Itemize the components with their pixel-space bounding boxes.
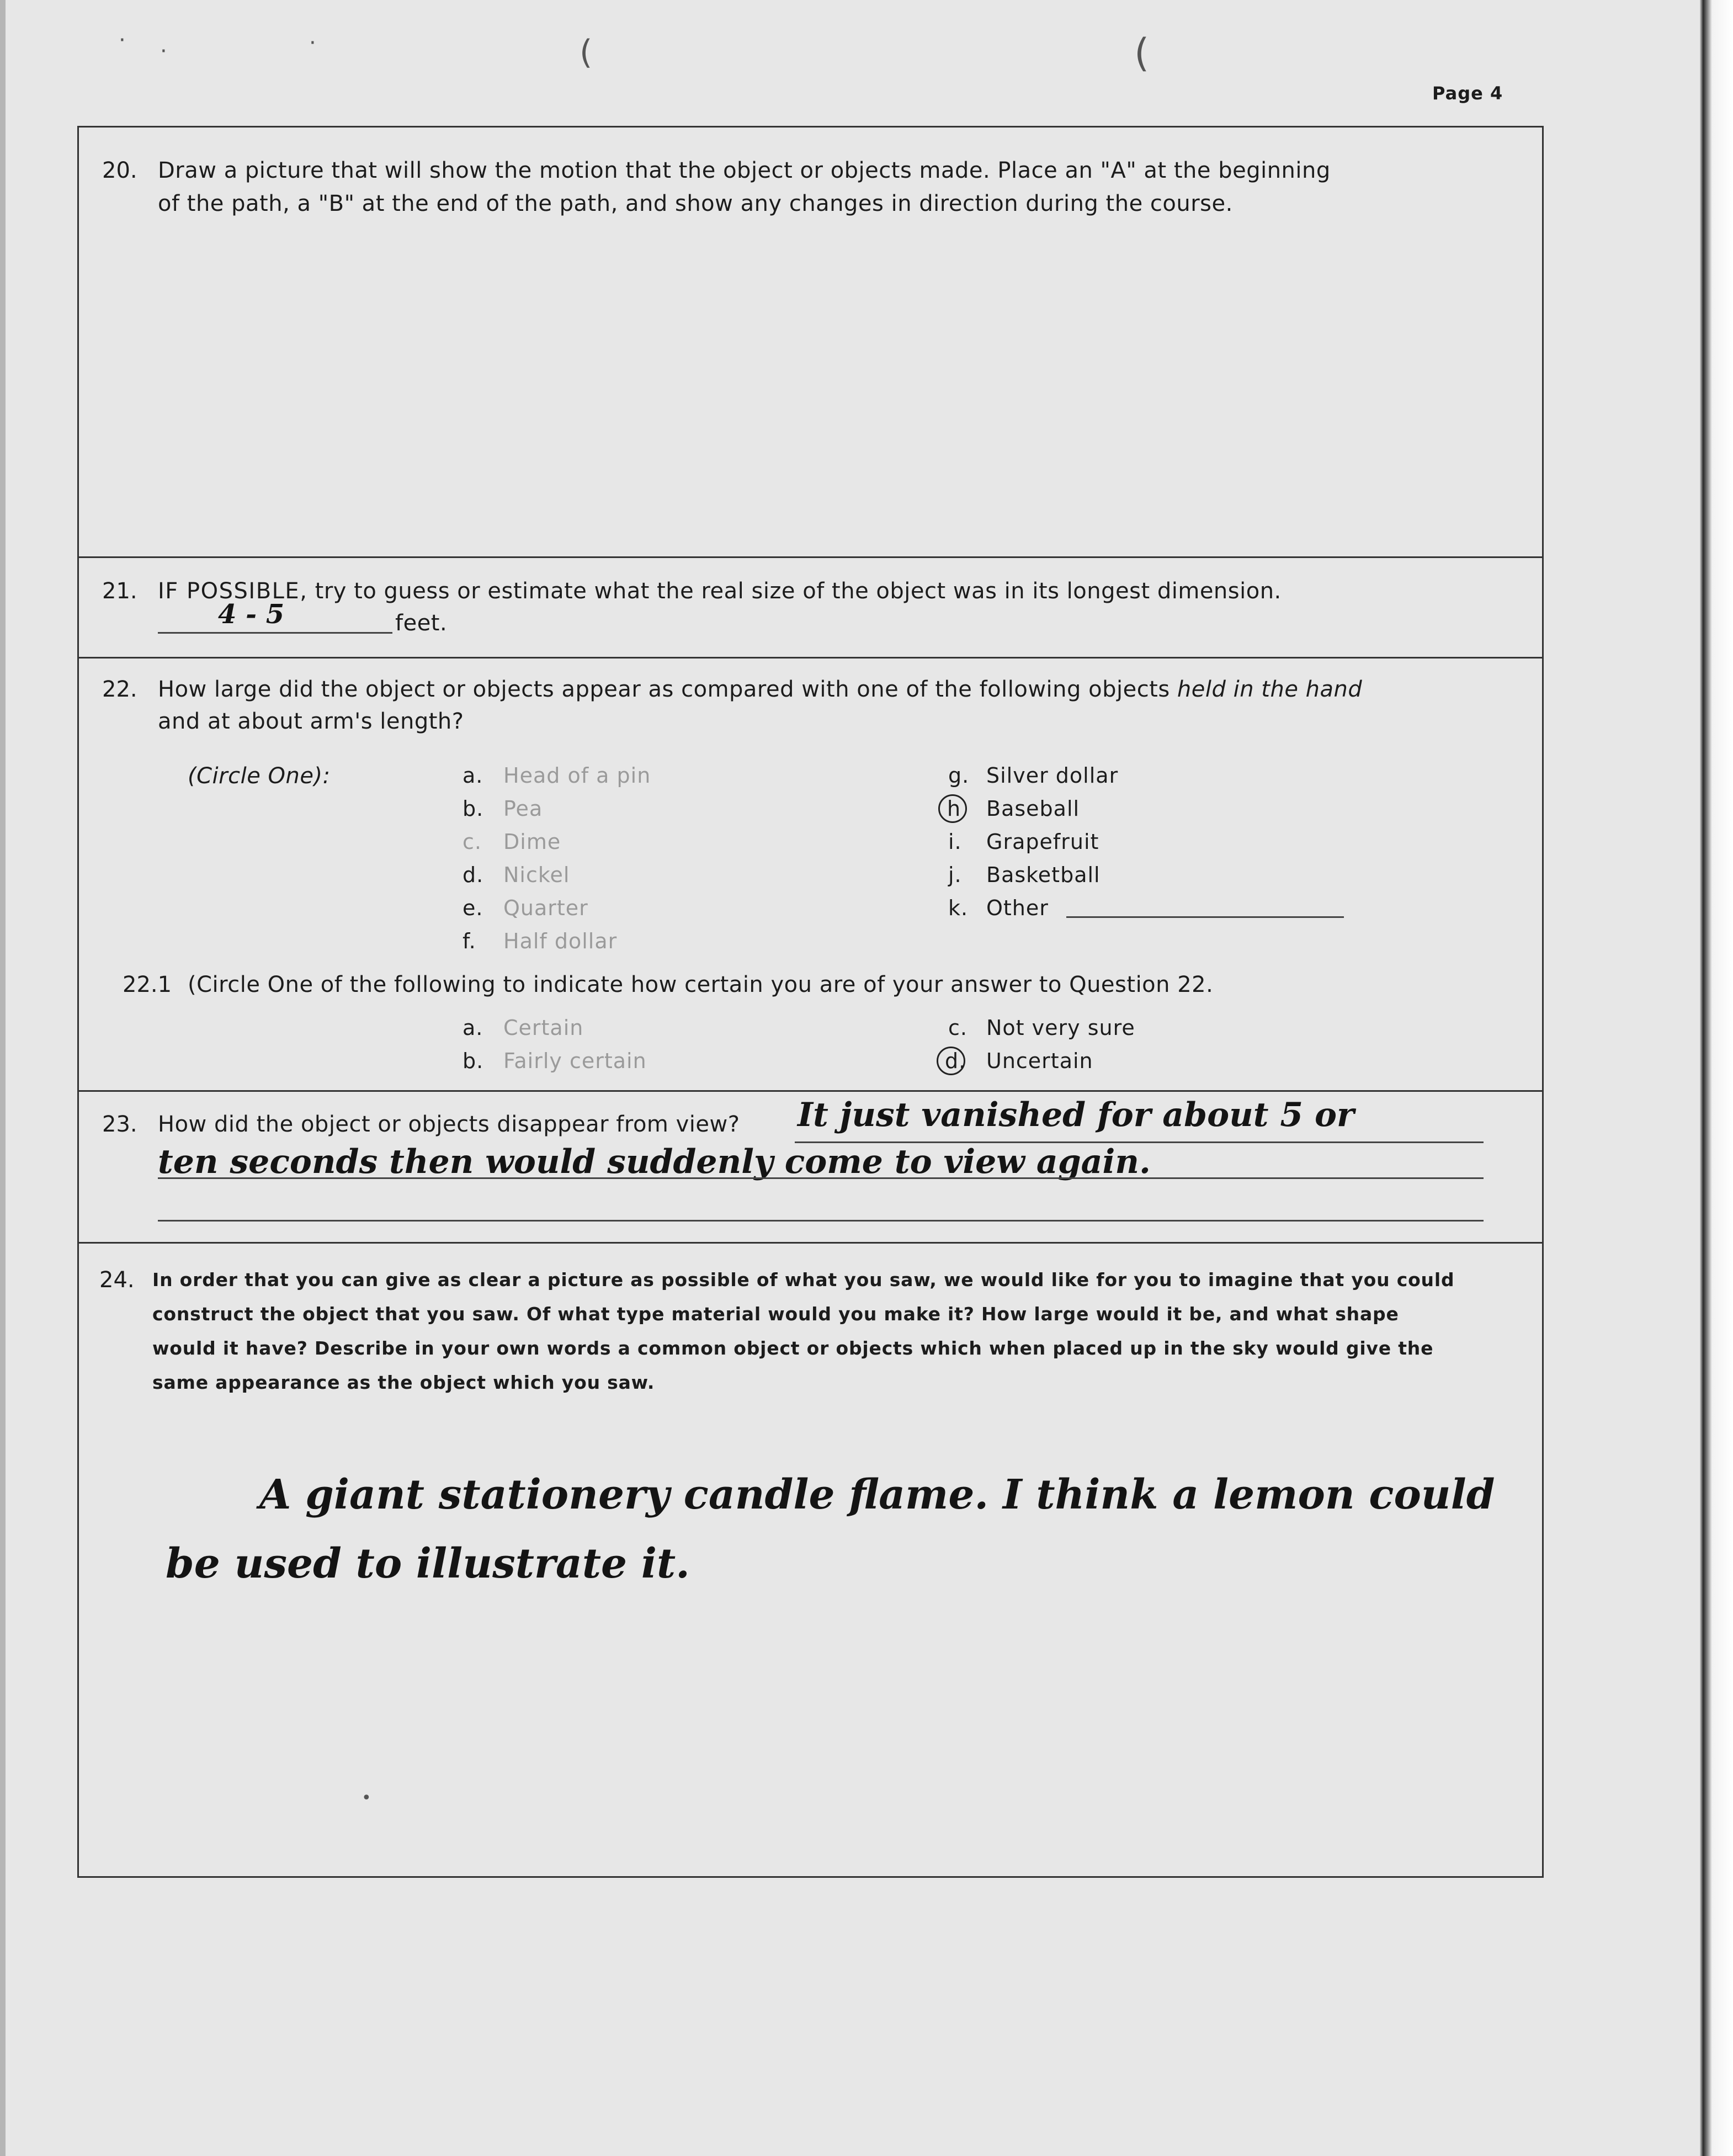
q22-number: 22.: [102, 677, 137, 702]
scan-left-edge: [0, 0, 6, 2156]
q22-1-number: 22.1: [123, 972, 172, 997]
q22-option-letter: g.: [948, 763, 970, 788]
q22-option-quarter[interactable]: Quarter: [503, 896, 588, 920]
q22-option-letter: c.: [463, 830, 482, 854]
q22-1-option-certain[interactable]: Certain: [503, 1016, 584, 1040]
q22-instruction: (Circle One):: [188, 763, 331, 789]
q22-option-letter: d.: [463, 863, 484, 887]
q22-1-question: (Circle One of the following to indicate how certain you are of your answer to Question 22.: [188, 972, 1214, 997]
q22-option-head-of-pin[interactable]: Head of a pin: [503, 763, 651, 788]
q24-answer-line2: be used to illustrate it.: [166, 1540, 690, 1587]
scan-speck: ·: [309, 30, 316, 56]
q22-1-option-letter: b.: [463, 1049, 484, 1073]
q22-option-letter: i.: [948, 830, 962, 854]
q22-option-grapefruit[interactable]: Grapefruit: [986, 830, 1099, 854]
q22-1-option-letter: c.: [948, 1016, 967, 1040]
scan-speck: ·: [119, 28, 126, 53]
q21-answer: 4 - 5: [218, 599, 285, 630]
q24-line1: In order that you can give as clear a picture as possible of what you saw, we would like for you to imagine that you could: [152, 1269, 1455, 1291]
q23-answer-line2: ten seconds then would suddenly come to view again.: [158, 1143, 1151, 1181]
q22-option-letter: k.: [948, 896, 969, 920]
q22-line1: [158, 672, 1362, 707]
q24-number: 24.: [99, 1267, 135, 1293]
q22-1-option-letter: a.: [463, 1016, 483, 1040]
q21-answer-line: [158, 632, 392, 634]
q23-answer-line1: It just vanished for about 5 or: [798, 1096, 1354, 1134]
scan-speck: ·: [160, 39, 167, 64]
q22-option-letter: a.: [463, 763, 483, 788]
q22-option-silver-dollar[interactable]: Silver dollar: [986, 763, 1119, 788]
q22-option-letter: h: [947, 796, 961, 821]
q22-option-letter: f.: [463, 929, 476, 953]
divider: [77, 1242, 1544, 1244]
q24-line2: construct the object that you saw. Of what type material would you make it? How large would it be, and what shape: [152, 1303, 1399, 1325]
q21-question: [158, 574, 1282, 608]
q21-number: 21.: [102, 578, 137, 604]
q22-option-letter: e.: [463, 896, 483, 920]
scan-mark: (: [1134, 30, 1150, 76]
q22-option-nickel[interactable]: Nickel: [503, 863, 570, 887]
q23-question: How did the object or objects disappear from view?: [158, 1112, 740, 1137]
page-number: Page 4: [1432, 83, 1503, 104]
q22-option-half-dollar[interactable]: Half dollar: [503, 929, 618, 953]
q22-option-basketball[interactable]: Basketball: [986, 863, 1101, 887]
q23-answer-line: [158, 1220, 1484, 1222]
q22-option-letter: b.: [463, 796, 484, 821]
scan-speck: •: [362, 1788, 371, 1808]
q22-other-line[interactable]: [1066, 916, 1344, 918]
q21-text: try to guess or estimate what the real size of the object was in its longest dimension.: [307, 578, 1282, 604]
q22-option-letter: j.: [948, 863, 962, 887]
q20-number: 20.: [102, 158, 137, 183]
q21-lead: IF POSSIBLE,: [158, 578, 308, 604]
q20-line1: Draw a picture that will show the motion that the object or objects made. Place an "A" at the beginning: [158, 158, 1331, 183]
q22-option-baseball[interactable]: Baseball: [986, 796, 1080, 821]
scan-right-edge: [1700, 0, 1733, 2156]
q22-option-dime[interactable]: Dime: [503, 830, 561, 854]
q22-line1-emphasis: held in the hand: [1177, 677, 1363, 702]
q22-1-option-fairly-certain[interactable]: Fairly certain: [503, 1049, 647, 1073]
divider: [77, 1090, 1544, 1092]
q20-line2: of the path, a "B" at the end of the path, and show any changes in direction during the course.: [158, 191, 1233, 216]
q22-1-option-not-very-sure[interactable]: Not very sure: [986, 1016, 1135, 1040]
divider: [77, 657, 1544, 659]
q21-unit: feet.: [395, 610, 448, 636]
scan-mark: (: [580, 33, 593, 72]
q22-option-other[interactable]: Other: [986, 896, 1049, 920]
q24-line4: same appearance as the object which you saw.: [152, 1372, 655, 1393]
q22-1-option-uncertain[interactable]: Uncertain: [986, 1049, 1093, 1073]
q22-line1-text: How large did the object or objects appear as compared with one of the following objects: [158, 677, 1177, 702]
q23-number: 23.: [102, 1112, 137, 1137]
divider: [77, 556, 1544, 558]
q22-1-option-letter: d.: [945, 1049, 966, 1073]
q24-line3: would it have? Describe in your own words a common object or objects which when placed up in the sky would give the: [152, 1337, 1434, 1359]
q20-drawing-area[interactable]: [79, 226, 1542, 555]
q23-answer-line: [158, 1177, 1484, 1179]
q22-option-pea[interactable]: Pea: [503, 796, 543, 821]
q22-line2: and at about arm's length?: [158, 709, 464, 734]
q24-answer-line1: A giant stationery candle flame. I think a lemon could: [259, 1471, 1495, 1518]
